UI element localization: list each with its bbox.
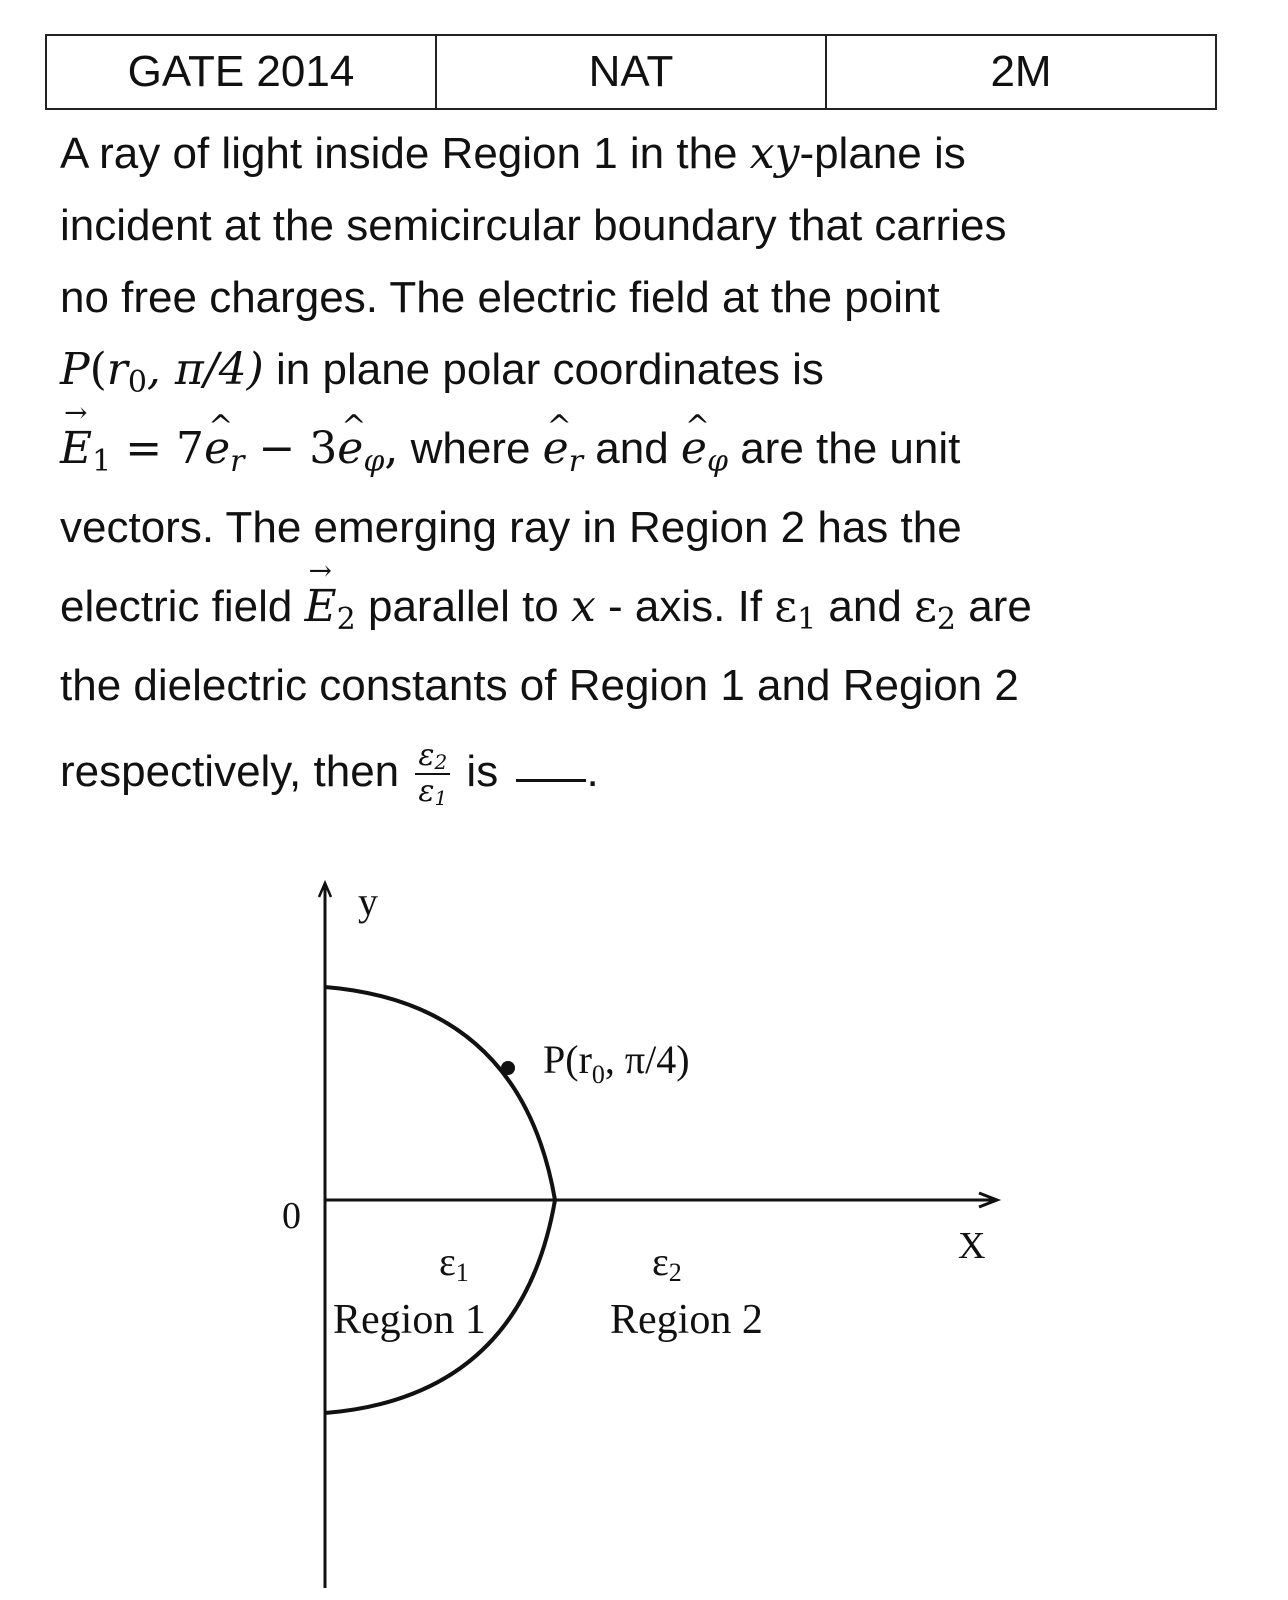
math-xy: xy — [749, 128, 800, 179]
math-unit-vector: ^ e — [543, 406, 569, 492]
epsilon-subscript: 1 — [455, 1258, 469, 1287]
epsilon-symbol: ε — [652, 1239, 669, 1284]
math-epsilon-1: ε — [418, 774, 435, 810]
question-line-2: incident at the semicircular boundary that carries — [60, 201, 1007, 250]
question-text-fragment: and — [583, 424, 681, 473]
question-text-fragment: - axis. If — [595, 582, 775, 631]
math-subscript: 2 — [936, 602, 956, 637]
point-p-marker — [501, 1061, 515, 1075]
question-text-fragment: and — [816, 582, 915, 631]
math-subscript: φ — [363, 444, 385, 479]
y-axis-label: y — [358, 879, 378, 924]
question-text-fragment: A ray of light inside Region 1 in the — [60, 129, 750, 178]
epsilon-2-label — [652, 1239, 682, 1287]
question-line-3: no free charges. The electric field at the point — [60, 273, 940, 322]
math-point-p: P — [60, 344, 90, 395]
epsilon-symbol: ε — [439, 1239, 456, 1284]
x-axis-label: X — [958, 1225, 986, 1267]
math-equals: = 7 — [111, 423, 205, 474]
math-subscript: 2 — [336, 602, 356, 637]
region-1-label: Region 1 — [333, 1297, 486, 1343]
exam-name-cell: GATE 2014 — [46, 35, 436, 109]
math-subscript: 2 — [434, 750, 448, 775]
question-text-fragment: parallel to — [355, 582, 571, 631]
point-p-label-text: P(r — [543, 1037, 592, 1082]
math-coordinates: , π/4) — [146, 344, 264, 395]
math-subscript: 1 — [434, 786, 448, 811]
question-text-fragment: electric field — [60, 582, 305, 631]
marks-cell: 2M — [826, 35, 1216, 109]
math-epsilon-2: ε — [914, 581, 937, 632]
math-epsilon-2: ε — [418, 738, 435, 774]
question-line-8: the dielectric constants of Region 1 and Region 2 — [60, 661, 1019, 710]
math-x: x — [571, 581, 596, 632]
question-type-cell: NAT — [436, 35, 826, 109]
math-comma: , — [384, 423, 399, 474]
question-text-fragment: -plane is — [799, 129, 966, 178]
math-minus: − 3 — [244, 423, 338, 474]
point-p-label-subscript: 0 — [591, 1060, 605, 1089]
math-subscript: 1 — [92, 444, 112, 479]
point-p-label-text: , π/4) — [604, 1037, 690, 1082]
math-epsilon-1: ε — [774, 581, 798, 632]
math-subscript: r — [230, 444, 245, 479]
question-text-fragment: is — [454, 747, 511, 796]
question-line-6: vectors. The emerging ray in Region 2 has the — [60, 503, 962, 552]
origin-label: 0 — [282, 1195, 301, 1237]
question-text-fragment: respectively, then — [60, 747, 412, 796]
math-subscript: 1 — [797, 602, 817, 637]
math-unit-vector: ^ e — [337, 406, 363, 492]
math-paren: ( — [89, 344, 107, 395]
math-vector-e2: → E — [305, 564, 337, 650]
math-subscript: φ — [706, 444, 728, 479]
point-p-label — [543, 1037, 690, 1089]
math-unit-vector: ^ e — [681, 406, 707, 492]
epsilon-subscript: 2 — [668, 1258, 682, 1287]
epsilon-1-label — [439, 1239, 469, 1287]
question-text-fragment: where — [398, 424, 543, 473]
question-text-fragment: are the unit — [727, 424, 961, 473]
math-vector-e1: → E — [60, 406, 92, 492]
math-r: r — [106, 344, 128, 395]
question-text-fragment: are — [955, 582, 1032, 631]
math-subscript: r — [568, 444, 584, 479]
region-2-label: Region 2 — [610, 1297, 763, 1343]
math-subscript: 0 — [127, 365, 147, 400]
math-unit-vector: ^ e — [204, 406, 230, 492]
question-text-fragment: . — [586, 747, 599, 796]
question-text-fragment: in plane polar coordinates is — [263, 345, 824, 394]
